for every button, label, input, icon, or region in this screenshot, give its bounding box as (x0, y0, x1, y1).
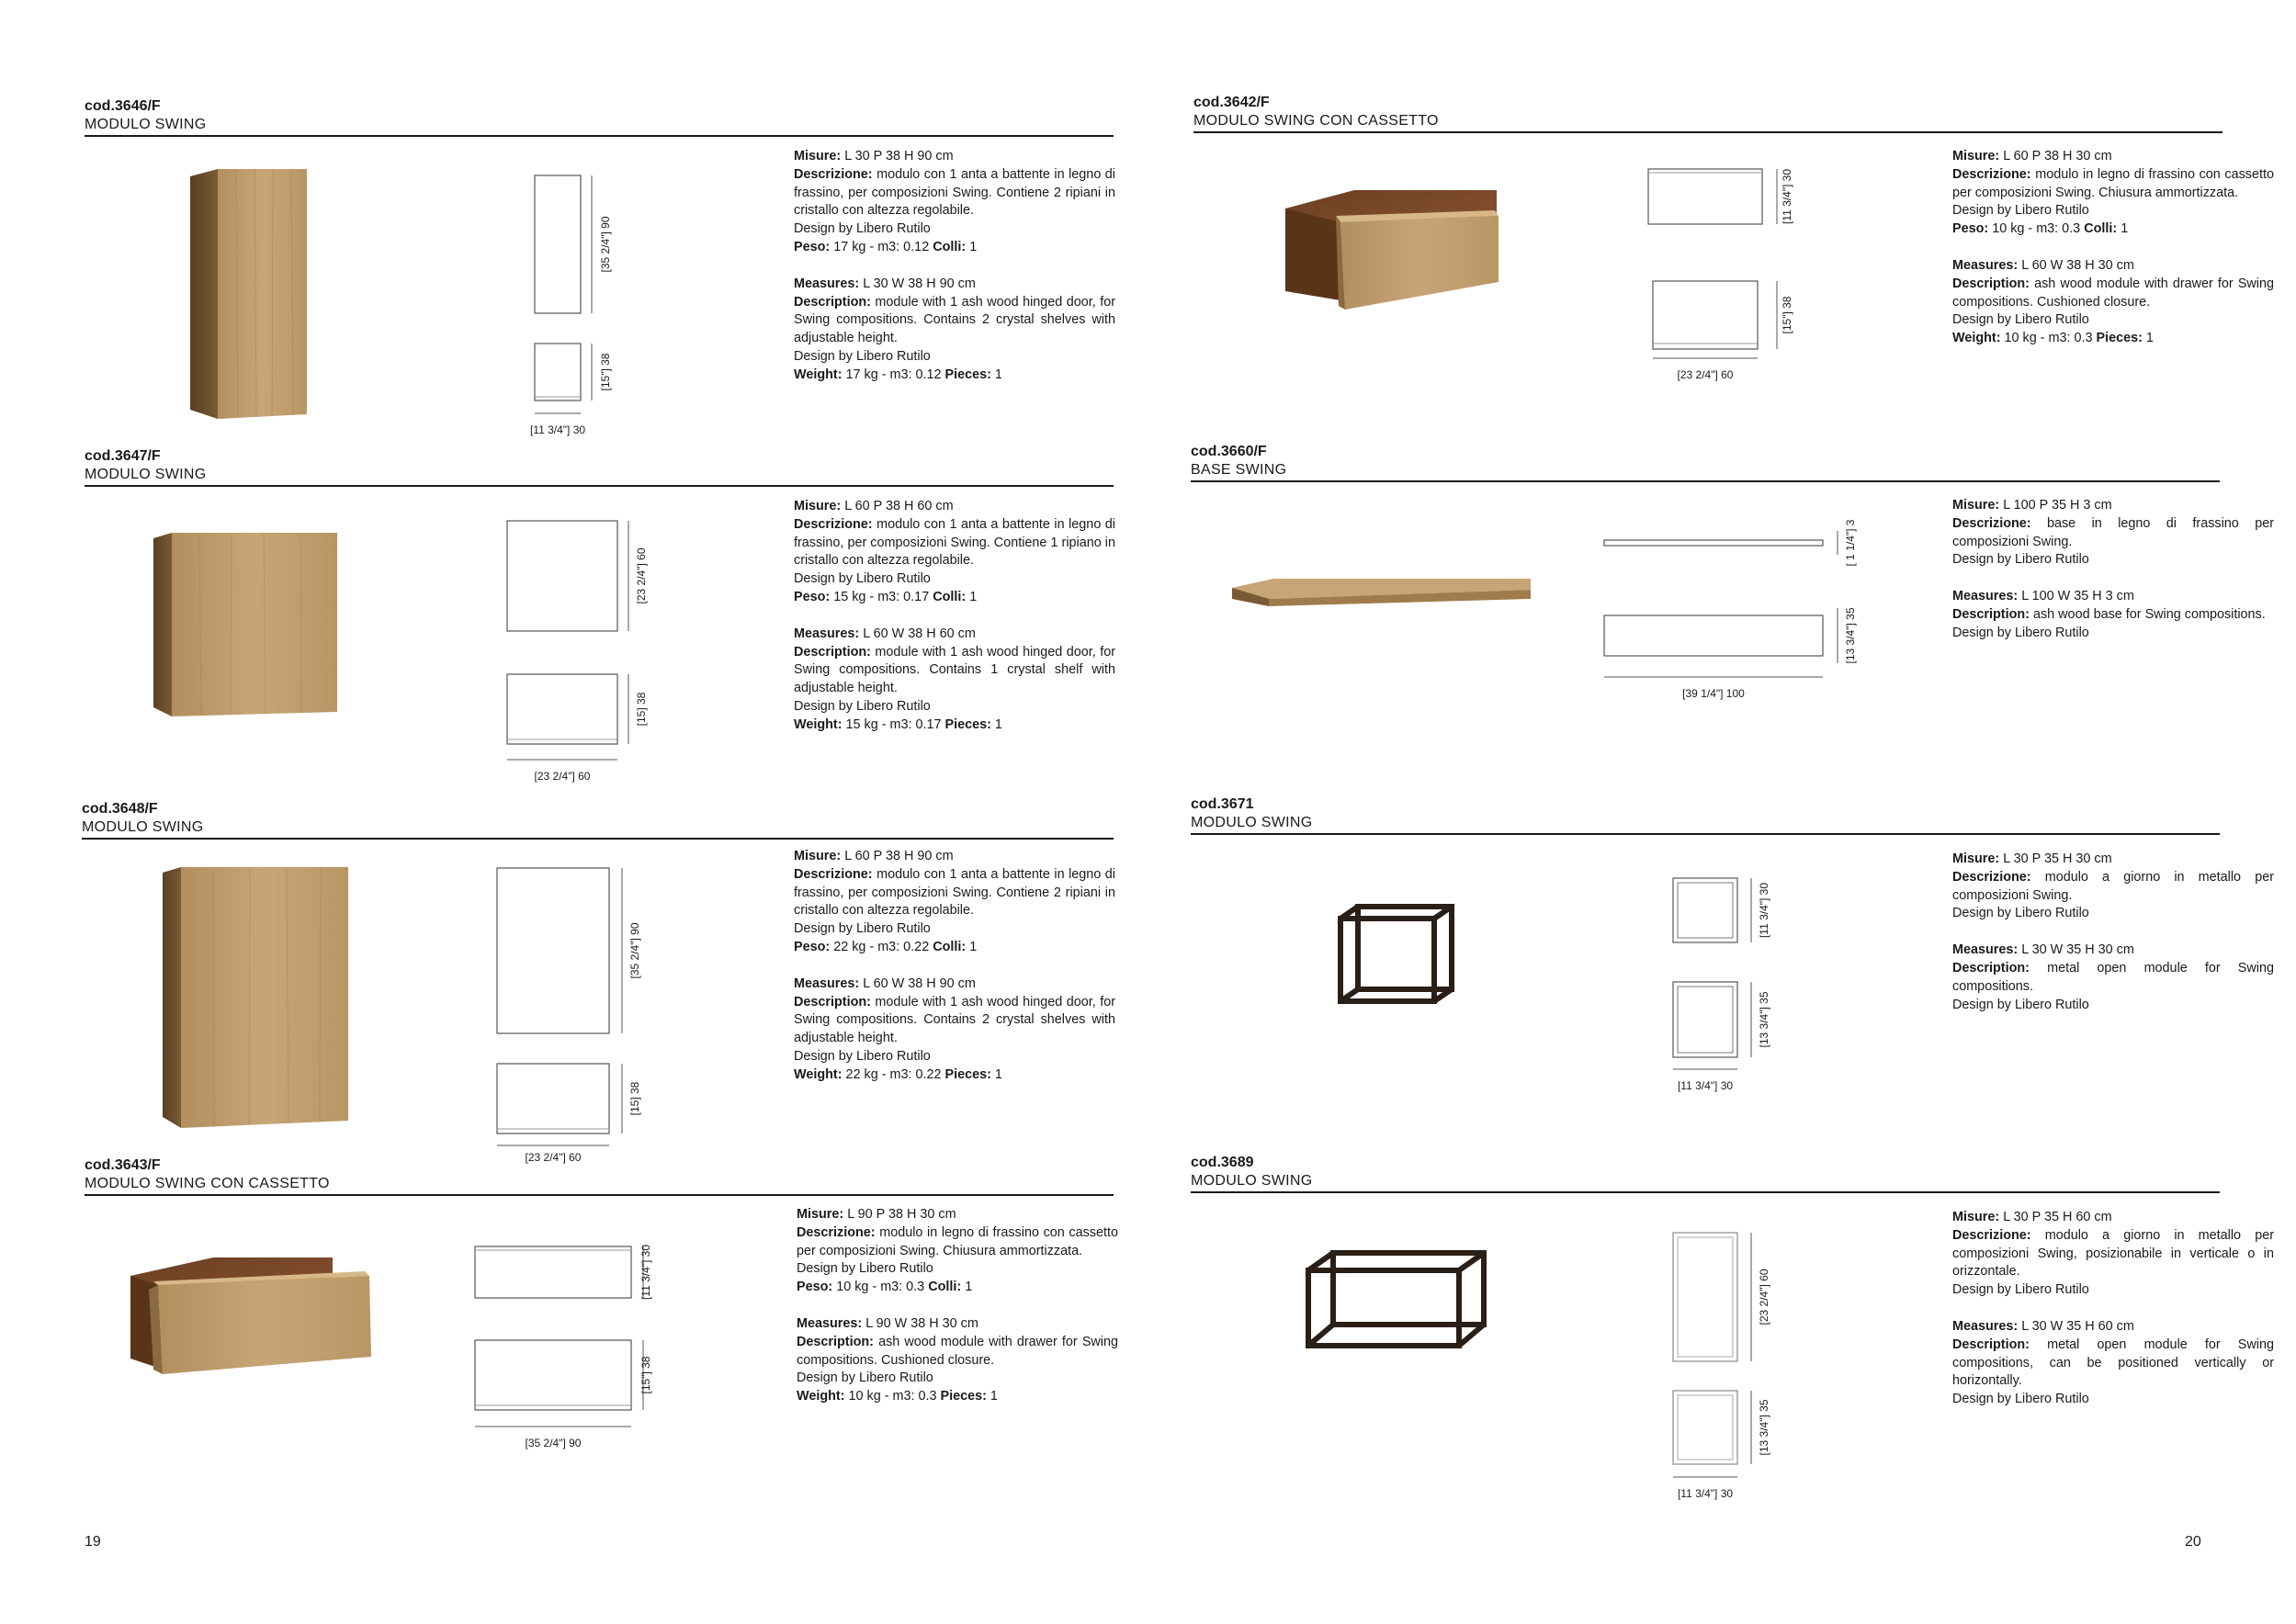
pieces-value: 1 (990, 1389, 998, 1404)
product-3643F (85, 1156, 1119, 1469)
descrizione-label: Descrizione: (1952, 166, 2031, 182)
descrizione-value: modulo a giorno in metallo per composizioni Swing, posizionabile in verticale o in orizzontale. (1952, 1227, 2274, 1280)
design-credit: Design by Libero Rutilo (794, 571, 931, 587)
description-value: module with 1 ash wood hinged door, for Swing compositions. Contains 2 crystal shelves with adjustable height. (794, 994, 1115, 1046)
product-name: MODULO SWING (82, 819, 204, 835)
description-value: metal open module for Swing compositions, can be positioned vertically or horizontally. (1952, 1336, 2275, 1389)
colli-value: 1 (969, 939, 978, 954)
descrizione-value: modulo a giorno in metallo per composizioni Swing. (1952, 869, 2274, 903)
design-credit: Design by Libero Rutilo (1952, 906, 2089, 921)
design-credit-en: Design by Libero Rutilo (1952, 625, 2089, 640)
colli-value: 1 (2121, 221, 2129, 237)
measures-value: L 60 W 38 H 30 cm (2021, 257, 2134, 273)
descrizione-label: Descrizione: (797, 1224, 876, 1240)
description-label: Description: (794, 294, 871, 310)
dim-width: [11 3/4"] 30 (529, 423, 586, 436)
front-view (535, 175, 581, 313)
description-value: module with 1 ash wood hinged door, for Swing compositions. Contains 1 crystal shelf with adjustable height. (794, 644, 1115, 696)
product-header (85, 97, 1114, 137)
pieces-value: 1 (994, 1066, 1002, 1082)
product-render-cabinet-large (163, 867, 351, 1129)
product-render-drawer-wide (130, 1257, 424, 1391)
description-value: ash wood base for Swing compositions. (2032, 606, 2266, 622)
dim-front-height: [35 2/4"] 90 (599, 216, 612, 273)
measures-value: L 30 W 35 H 30 cm (2021, 942, 2134, 958)
design-credit: Design by Libero Rutilo (794, 921, 931, 937)
design-credit-en: Design by Libero Rutilo (797, 1370, 933, 1386)
description-label: Description: (794, 994, 871, 1009)
product-3689 (1191, 1154, 2275, 1503)
misure-value: L 30 P 35 H 60 cm (2003, 1210, 2112, 1224)
pieces-label: Pieces: (944, 1066, 991, 1082)
descrizione-label: Descrizione: (1952, 1227, 2031, 1243)
product-description (1952, 497, 2274, 643)
measures-label: Measures: (1952, 1318, 2019, 1334)
misure-value: L 60 P 38 H 30 cm (2003, 149, 2112, 164)
product-code: cod.3671 (1191, 796, 1254, 812)
dim-width: [35 2/4"] 90 (525, 1437, 582, 1449)
descrizione-value: modulo con 1 anta a battente in legno di frassino, per composizioni Swing. Contiene 2 ripiani in cristallo con altezza regolabile. (794, 866, 1116, 919)
peso-value: 10 kg - m3: 0.3 (1992, 221, 2081, 237)
peso-value: 17 kg - m3: 0.12 (833, 239, 930, 254)
weight-value: 17 kg - m3: 0.12 (845, 367, 942, 382)
description-label: Description: (1952, 606, 2030, 622)
weight-label: Weight: (794, 1066, 843, 1082)
product-header (1191, 795, 2220, 835)
description-value: ash wood module with drawer for Swing compositions. Cushioned closure. (1952, 276, 2275, 310)
page-number: 19 (85, 1534, 101, 1550)
misure-label: Misure: (794, 499, 842, 513)
product-header (1191, 443, 2220, 482)
product-3646F (85, 97, 1114, 446)
descrizione-label: Descrizione: (794, 166, 873, 182)
misure-label: Misure: (1952, 1210, 2000, 1224)
dim-width: [23 2/4"] 60 (534, 770, 591, 783)
dim-front-height: [11 3/4"] 30 (1758, 882, 1770, 939)
dim-width: [23 2/4"] 60 (525, 1151, 582, 1164)
product-render-cabinet-square (153, 533, 346, 716)
design-credit-en: Design by Libero Rutilo (794, 1048, 931, 1064)
peso-label: Peso: (1952, 221, 1989, 237)
weight-value: 15 kg - m3: 0.17 (845, 716, 942, 732)
design-credit-en: Design by Libero Rutilo (794, 348, 931, 364)
weight-label: Weight: (797, 1389, 845, 1404)
misure-label: Misure: (1952, 149, 2000, 164)
product-code: cod.3647/F (85, 448, 161, 464)
front-view (1604, 540, 1823, 546)
descrizione-value: base in legno di frassino per composizioni Swing. (1952, 515, 2274, 549)
weight-label: Weight: (794, 716, 843, 732)
pieces-label: Pieces: (944, 716, 991, 732)
misure-value: L 60 P 38 H 90 cm (844, 849, 954, 863)
product-name: BASE SWING (1191, 462, 1287, 478)
product-3642F (1193, 94, 2275, 443)
peso-value: 15 kg - m3: 0.17 (833, 589, 930, 604)
dim-front-height: [35 2/4"] 90 (628, 922, 641, 979)
side-view (1653, 281, 1758, 349)
misure-label: Misure: (794, 849, 842, 863)
front-view (475, 1246, 631, 1298)
measures-label: Measures: (794, 276, 860, 291)
front-view (1673, 878, 1737, 942)
technical-drawing (1595, 516, 1880, 727)
product-code: cod.3646/F (85, 98, 161, 114)
colli-label: Colli: (933, 939, 967, 954)
colli-value: 1 (969, 589, 978, 604)
product-code: cod.3689 (1191, 1155, 1254, 1170)
weight-value: 10 kg - m3: 0.3 (848, 1389, 937, 1404)
descrizione-value: modulo con 1 anta a battente in legno di frassino, per composizioni Swing. Contiene 1 ripiano in cristallo con altezza regolabile. (794, 516, 1116, 569)
colli-label: Colli: (933, 589, 967, 604)
weight-value: 22 kg - m3: 0.22 (845, 1066, 942, 1082)
dim-side-height: [15] 38 (635, 692, 648, 727)
product-name: MODULO SWING (1191, 815, 1313, 830)
product-header (85, 447, 1114, 487)
dim-width: [11 3/4"] 30 (1677, 1079, 1734, 1092)
description-value: ash wood module with drawer for Swing compositions. Cushioned closure. (797, 1334, 1119, 1368)
misure-label: Misure: (1952, 851, 2000, 866)
measures-value: L 30 W 35 H 60 cm (2021, 1318, 2134, 1334)
product-name: MODULO SWING (85, 467, 207, 482)
colli-label: Colli: (928, 1280, 962, 1295)
design-credit: Design by Libero Rutilo (1952, 552, 2089, 568)
product-description (797, 1206, 1118, 1406)
measures-value: L 100 W 35 H 3 cm (2021, 589, 2134, 604)
technical-drawing (498, 513, 648, 789)
misure-value: L 90 P 38 H 30 cm (847, 1207, 956, 1222)
design-credit-en: Design by Libero Rutilo (794, 698, 931, 714)
side-view (1673, 1391, 1737, 1464)
front-view (507, 521, 617, 631)
descrizione-value: modulo in legno di frassino con cassetto per composizioni Swing. Chiusura ammortizzata. (797, 1224, 1119, 1258)
measures-label: Measures: (794, 626, 860, 641)
side-view (507, 674, 617, 744)
product-render-base (1232, 579, 1535, 615)
pieces-value: 1 (2145, 331, 2154, 346)
dim-width: [11 3/4"] 30 (1677, 1487, 1734, 1500)
product-name: MODULO SWING CON CASSETTO (85, 1176, 330, 1191)
side-view (1604, 615, 1823, 656)
technical-drawing (495, 863, 642, 1166)
product-code: cod.3660/F (1191, 444, 1267, 459)
product-render-metal-cube (1338, 904, 1457, 1005)
misure-value: L 60 P 38 H 60 cm (844, 499, 954, 513)
side-view (475, 1340, 631, 1410)
product-3671 (1191, 795, 2275, 1117)
pieces-value: 1 (994, 367, 1002, 382)
dim-side-height: [15"] 38 (599, 353, 612, 391)
design-credit: Design by Libero Rutilo (1952, 1282, 2089, 1298)
product-name: MODULO SWING CON CASSETTO (1193, 113, 1439, 129)
misure-value: L 30 P 38 H 90 cm (844, 149, 954, 164)
side-view (535, 344, 581, 400)
product-header (85, 1156, 1114, 1196)
measures-value: L 30 W 38 H 90 cm (863, 276, 976, 291)
product-code: cod.3648/F (82, 801, 158, 817)
peso-label: Peso: (797, 1280, 833, 1295)
product-code: cod.3643/F (85, 1157, 161, 1173)
design-credit-en: Design by Libero Rutilo (1952, 1392, 2089, 1407)
design-credit: Design by Libero Rutilo (1952, 203, 2089, 219)
description-value: metal open module for Swing compositions. (1952, 960, 2275, 994)
technical-drawing (470, 1237, 654, 1485)
product-description (1952, 148, 2274, 348)
misure-value: L 100 P 35 H 3 cm (2003, 498, 2112, 513)
product-name: MODULO SWING (85, 117, 207, 132)
pieces-label: Pieces: (940, 1389, 987, 1404)
dim-front-height: [ 1 1/4"] 3 (1844, 519, 1857, 567)
descrizione-label: Descrizione: (1952, 515, 2031, 531)
descrizione-label: Descrizione: (794, 516, 873, 532)
product-description (794, 498, 1115, 735)
front-view (497, 868, 609, 1033)
measures-label: Measures: (1952, 257, 2019, 273)
technical-drawing (1659, 1227, 1797, 1521)
dim-side-height: [15"] 38 (639, 1356, 652, 1394)
product-description (1952, 851, 2274, 1014)
descrizione-value: modulo in legno di frassino con cassetto per composizioni Swing. Chiusura ammortizzata. (1952, 166, 2275, 200)
product-render-cabinet-tall (190, 169, 310, 426)
design-credit: Design by Libero Rutilo (797, 1261, 933, 1277)
dim-front-height: [23 2/4"] 60 (1758, 1269, 1770, 1325)
peso-label: Peso: (794, 239, 831, 254)
colli-label: Colli: (933, 239, 967, 254)
peso-label: Peso: (794, 589, 831, 604)
product-3660F (1191, 443, 2274, 783)
design-credit-en: Design by Libero Rutilo (1952, 312, 2089, 328)
weight-label: Weight: (794, 367, 843, 382)
right-page (1148, 0, 2296, 1624)
technical-drawing (1659, 869, 1797, 1117)
colli-value: 1 (969, 239, 978, 254)
measures-value: L 60 W 38 H 90 cm (863, 976, 976, 991)
product-render-metal-frame (1306, 1250, 1489, 1351)
description-label: Description: (1952, 276, 2030, 291)
product-3647F (85, 447, 1114, 796)
product-description (794, 848, 1115, 1085)
product-name: MODULO SWING (1191, 1173, 1313, 1189)
pieces-label: Pieces: (944, 367, 991, 382)
product-description (794, 148, 1115, 385)
measures-value: L 60 W 38 H 60 cm (863, 626, 976, 641)
dim-front-height: [11 3/4"] 30 (1781, 168, 1793, 225)
design-credit-en: Design by Libero Rutilo (1952, 997, 2089, 1012)
peso-value: 22 kg - m3: 0.22 (833, 939, 930, 954)
dim-side-height: [15"] 38 (1781, 296, 1793, 334)
measures-label: Measures: (1952, 942, 2019, 958)
dim-front-height: [11 3/4"] 30 (639, 1244, 652, 1301)
measures-label: Measures: (794, 976, 860, 991)
dim-front-height: [23 2/4"] 60 (635, 547, 648, 604)
side-view (497, 1064, 609, 1133)
product-render-drawer (1285, 190, 1506, 319)
dim-side-height: [13 3/4"] 35 (1844, 607, 1857, 664)
product-description (1952, 1209, 2274, 1409)
peso-label: Peso: (794, 939, 831, 954)
colli-label: Colli: (2084, 221, 2118, 237)
description-label: Description: (794, 644, 871, 660)
pieces-label: Pieces: (2096, 331, 2143, 346)
technical-drawing (516, 169, 627, 445)
descrizione-value: modulo con 1 anta a battente in legno di frassino, per composizioni Swing. Contiene 2 ripiani in cristallo con altezza regolabile. (794, 166, 1116, 219)
misure-value: L 30 P 35 H 30 cm (2003, 851, 2112, 866)
technical-drawing (1644, 160, 1800, 399)
product-header (82, 800, 1114, 840)
colli-value: 1 (965, 1280, 973, 1295)
front-view (1673, 1233, 1737, 1361)
dim-width: [39 1/4"] 100 (1682, 687, 1745, 700)
product-header (1193, 94, 2222, 133)
description-value: module with 1 ash wood hinged door, for Swing compositions. Contains 2 crystal shelves with adjustable height. (794, 294, 1115, 346)
dim-side-height: [13 3/4"] 35 (1758, 991, 1770, 1048)
side-view (1673, 982, 1737, 1057)
measures-label: Measures: (1952, 589, 2019, 604)
product-code: cod.3642/F (1193, 95, 1270, 110)
misure-label: Misure: (797, 1207, 844, 1222)
dim-side-height: [13 3/4"] 35 (1758, 1399, 1770, 1456)
misure-label: Misure: (1952, 498, 2000, 513)
description-label: Description: (797, 1334, 874, 1349)
pieces-value: 1 (994, 716, 1002, 732)
design-credit: Design by Libero Rutilo (794, 221, 931, 237)
descrizione-label: Descrizione: (1952, 869, 2031, 885)
product-3648F (82, 800, 1116, 1164)
dim-width: [23 2/4"] 60 (1677, 368, 1734, 381)
dim-side-height: [15] 38 (628, 1081, 641, 1116)
product-header (1191, 1154, 2220, 1193)
descrizione-label: Descrizione: (794, 866, 873, 882)
page-number: 20 (2185, 1534, 2201, 1550)
weight-label: Weight: (1952, 331, 2001, 346)
measures-label: Measures: (797, 1315, 863, 1331)
measures-value: L 90 W 38 H 30 cm (865, 1315, 978, 1331)
misure-label: Misure: (794, 149, 842, 164)
peso-value: 10 kg - m3: 0.3 (836, 1280, 925, 1295)
weight-value: 10 kg - m3: 0.3 (2004, 331, 2093, 346)
description-label: Description: (1952, 1336, 2030, 1352)
description-label: Description: (1952, 960, 2030, 976)
front-view (1648, 169, 1762, 224)
